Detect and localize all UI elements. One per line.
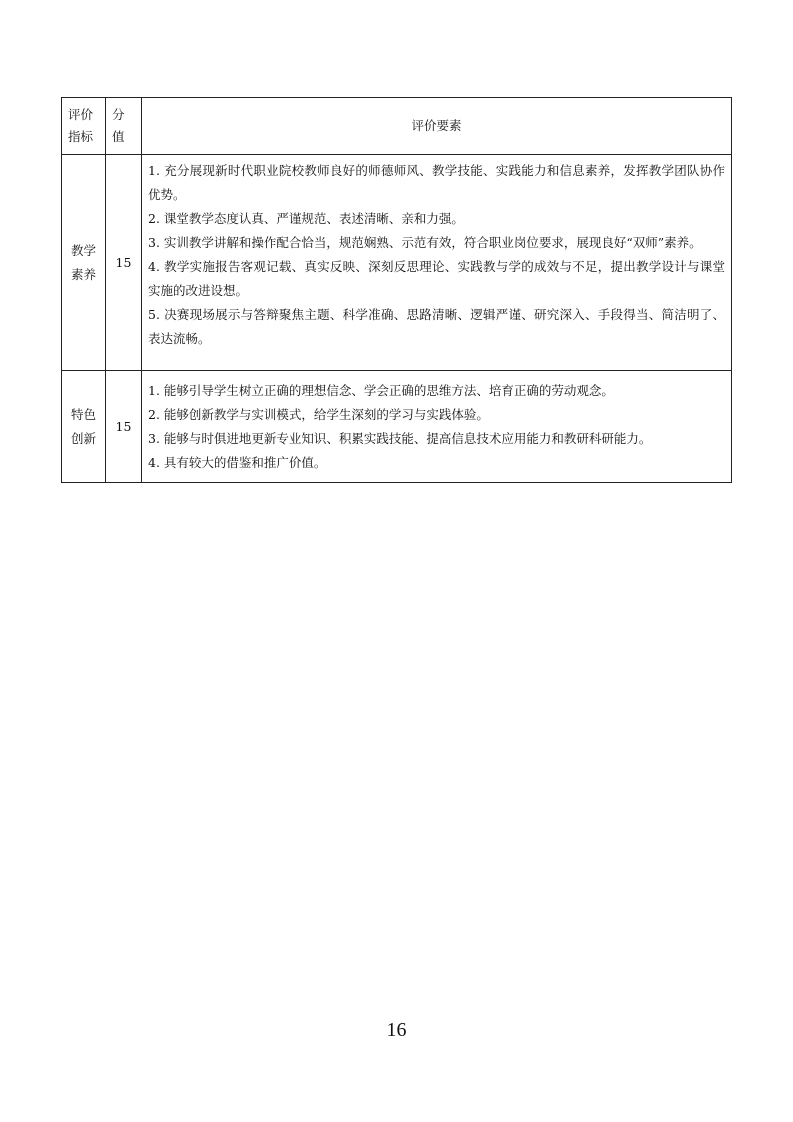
list-item: 5. 决赛现场展示与答辩聚焦主题、科学准确、思路清晰、逻辑严谨、研究深入、手段得当、简洁明了、表达流畅。 bbox=[148, 307, 725, 346]
list-item: 3. 能够与时俱进地更新专业知识、积累实践技能、提高信息技术应用能力和教研科研能力。 bbox=[148, 430, 652, 446]
evaluation-table bbox=[61, 97, 732, 483]
list-item: 2. 课堂教学态度认真、严谨规范、表述清晰、亲和力强。 bbox=[148, 211, 464, 226]
table-row-teaching-quality bbox=[62, 155, 732, 371]
table-header-row bbox=[62, 98, 732, 155]
element-list bbox=[148, 159, 725, 351]
row-elements bbox=[142, 371, 732, 483]
header-indicator-line1: 评价 bbox=[68, 107, 94, 122]
table-row-feature-innovation bbox=[62, 371, 732, 483]
header-indicator bbox=[62, 98, 106, 155]
header-score bbox=[106, 98, 142, 155]
list-item: 2. 能够创新教学与实训模式，给学生深刻的学习与实践体验。 bbox=[148, 406, 489, 422]
list-item: 4. 教学实施报告客观记载、真实反映、深刻反思理论、实践教与学的成效与不足，提出教学设计与课堂实施的改进设想。 bbox=[148, 259, 725, 298]
element-list bbox=[148, 379, 725, 475]
list-item: 3. 实训教学讲解和操作配合恰当，规范娴熟、示范有效，符合职业岗位要求，展现良好“双师”素养。 bbox=[148, 235, 702, 250]
row-score: 15 bbox=[106, 371, 142, 483]
row-indicator-line2: 素养 bbox=[70, 266, 96, 282]
header-indicator-line2: 指标 bbox=[68, 129, 94, 144]
list-item: 1. 充分展现新时代职业院校教师良好的师德师风、教学技能、实践能力和信息素养，发挥教学团队协作优势。 bbox=[148, 163, 725, 202]
header-score-line2: 值 bbox=[112, 129, 125, 144]
row-score: 15 bbox=[106, 155, 142, 371]
row-indicator bbox=[62, 371, 106, 483]
page-number: 16 bbox=[386, 1019, 407, 1041]
header-elements: 评价要素 bbox=[142, 98, 732, 155]
row-indicator-line2: 创新 bbox=[70, 430, 96, 446]
row-indicator bbox=[62, 155, 106, 371]
header-score-line1: 分 bbox=[112, 107, 125, 122]
row-elements bbox=[142, 155, 732, 371]
list-item: 4. 具有较大的借鉴和推广价值。 bbox=[148, 454, 327, 470]
row-indicator-line1: 特色 bbox=[70, 406, 96, 422]
list-item: 1. 能够引导学生树立正确的理想信念、学会正确的思维方法、培育正确的劳动观念。 bbox=[148, 382, 614, 398]
row-indicator-line1: 教学 bbox=[70, 242, 96, 258]
